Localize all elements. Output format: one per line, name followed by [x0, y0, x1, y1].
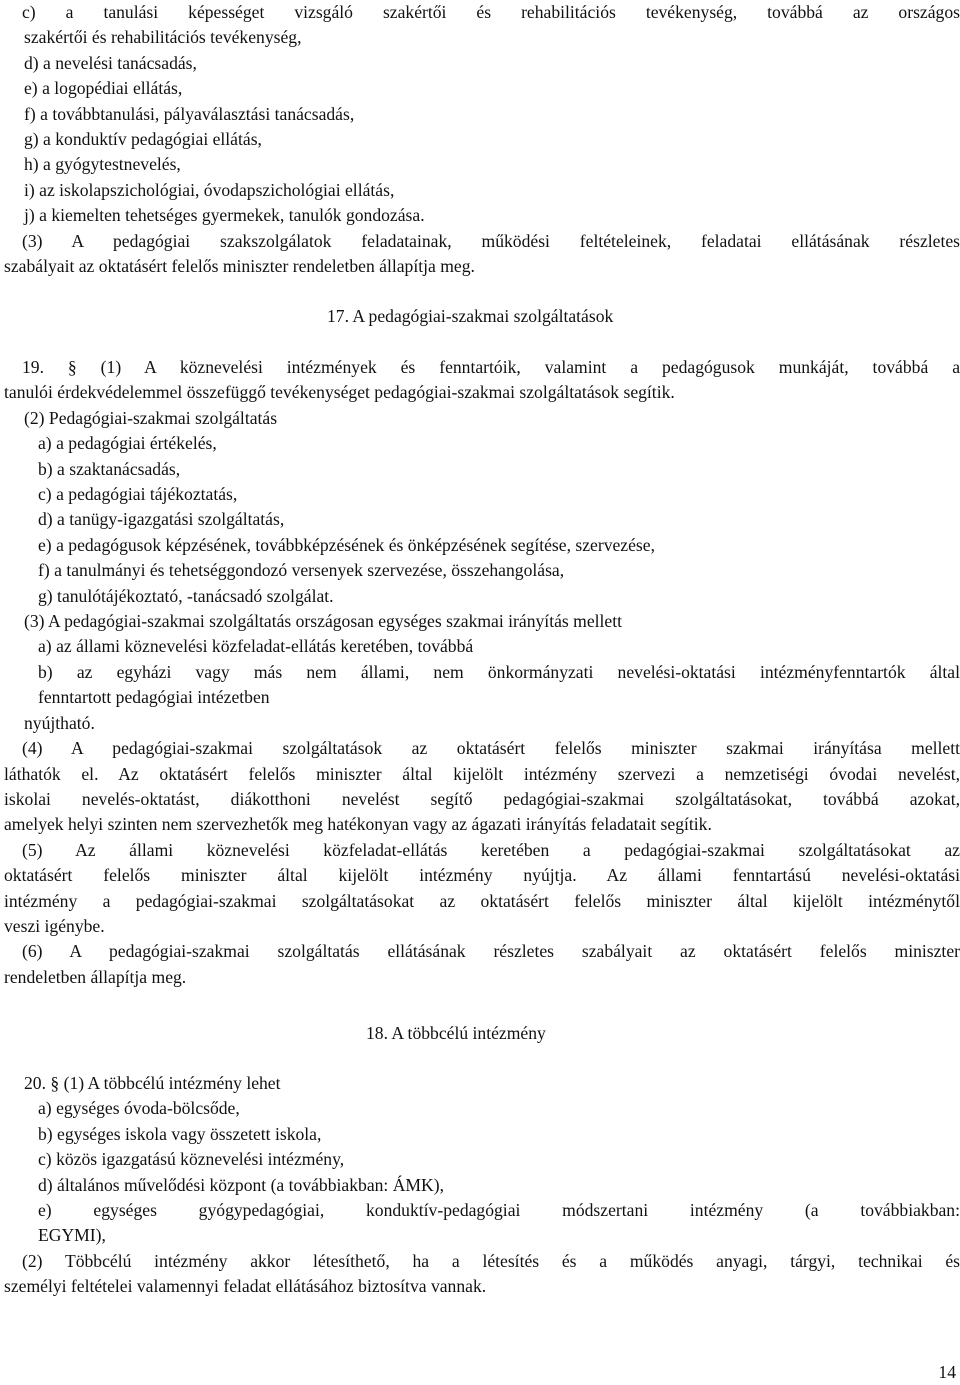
paragraph-line: intézmény a pedagógiai-szakmai szolgáltatásokat az oktatásért felelős miniszter által kijelölt intézménytől: [4, 890, 960, 911]
paragraph-line: (3) A pedagógiai szakszolgálatok feladatainak, működési feltételeinek, feladatai ellátásának részletes: [22, 230, 960, 251]
list-item: b) a szaktanácsadás,: [38, 458, 181, 479]
paragraph-line: iskolai nevelés-oktatást, diákotthoni nevelést segítő pedagógiai-szakmai szolgáltatásokat, továbbá azokat,: [4, 788, 960, 809]
list-item-continuation: fenntartott pedagógiai intézetben: [38, 687, 270, 708]
list-item: c) közös igazgatású köznevelési intézmény,: [38, 1149, 345, 1170]
list-item: a) az állami köznevelési közfeladat-ellátás keretében, továbbá: [38, 636, 474, 657]
section-18-body: [4, 1071, 960, 1300]
paragraph-line: nyújtható.: [24, 712, 95, 733]
page-number: 14: [938, 1362, 956, 1382]
list-item: a) a pedagógiai értékelés,: [38, 433, 217, 454]
list-item: j) a kiemelten tehetséges gyermekek, tanulók gondozása.: [24, 205, 425, 226]
list-item: c) a pedagógiai tájékoztatás,: [38, 484, 238, 505]
list-item: e) a logopédiai ellátás,: [24, 78, 183, 99]
paragraph-line: (2) Többcélú intézmény akkor létesíthető, ha a létesítés és a működés anyagi, tárgyi, technikai és: [22, 1250, 960, 1271]
section-16-tail: [4, 0, 960, 279]
list-item: a) egységes óvoda-bölcsőde,: [38, 1098, 240, 1119]
list-item: e) a pedagógusok képzésének, továbbképzésének és önképzésének segítése, szervezése,: [38, 534, 655, 555]
paragraph-line: rendeletben állapítja meg.: [4, 966, 187, 987]
section-heading: 18. A többcélú intézmény: [366, 1023, 546, 1043]
list-item: h) a gyógytestnevelés,: [24, 154, 181, 175]
paragraph-line: tanulói érdekvédelemmel összefüggő tevékenységet pedagógiai-szakmai szolgáltatások segítik.: [4, 382, 675, 403]
list-item: d) a nevelési tanácsadás,: [24, 52, 197, 73]
paragraph-line: 19. § (1) A köznevelési intézmények és fenntartóik, valamint a pedagógusok munkáját, továbbá a: [22, 357, 960, 377]
paragraph-line: láthatók el. Az oktatásért felelős miniszter által kijelölt intézmény szervezi a nemzetiségi óvodai nevelést,: [4, 763, 960, 784]
paragraph-line: (6) A pedagógiai-szakmai szolgáltatás ellátásának részletes szabályait az oktatásért felelős miniszter: [22, 941, 960, 962]
list-item: d) általános művelődési központ (a továbbiakban: ÁMK),: [38, 1174, 445, 1195]
section-heading: 17. A pedagógiai-szakmai szolgáltatások: [327, 306, 614, 326]
section-17-body: [4, 355, 960, 990]
paragraph-line: (2) Pedagógiai-szakmai szolgáltatás: [24, 407, 278, 428]
paragraph-line: (4) A pedagógiai-szakmai szolgáltatások az oktatásért felelős miniszter szakmai irányítása mellett: [22, 738, 960, 759]
list-item: g) a konduktív pedagógiai ellátás,: [24, 129, 262, 150]
list-item: b) egységes iskola vagy összetett iskola,: [38, 1123, 322, 1144]
list-item: f) a továbbtanulási, pályaválasztási tanácsadás,: [24, 103, 355, 124]
paragraph-line: 20. § (1) A többcélú intézmény lehet: [24, 1073, 281, 1093]
list-item: d) a tanügy-igazgatási szolgáltatás,: [38, 509, 285, 530]
list-item: e) egységes gyógypedagógiai, konduktív-pedagógiai módszertani intézmény (a továbbiakban:: [38, 1200, 960, 1221]
list-item: b) az egyházi vagy más nem állami, nem önkormányzati nevelési-oktatási intézményfenntartók által: [38, 661, 960, 682]
paragraph-line: szabályait az oktatásért felelős miniszter rendeletben állapítja meg.: [4, 256, 475, 277]
paragraph-line: oktatásért felelős miniszter által kijelölt intézmény nyújtja. Az állami fenntartású nevelési-oktatási: [4, 865, 960, 886]
paragraph-line: (3) A pedagógiai-szakmai szolgáltatás országosan egységes szakmai irányítás mellett: [24, 611, 622, 632]
list-item: g) tanulótájékoztató, -tanácsadó szolgálat.: [38, 585, 334, 606]
paragraph-line: amelyek helyi szinten nem szervezhetők meg hatékonyan vagy az ágazati irányítás feladatait segítik.: [4, 814, 712, 835]
list-item: i) az iskolapszichológiai, óvodapszichológiai ellátás,: [24, 179, 395, 200]
list-item: c) a tanulási képességet vizsgáló szakértői és rehabilitációs tevékenység, továbbá az országos: [22, 2, 960, 22]
list-item: f) a tanulmányi és tehetséggondozó versenyek szervezése, összehangolása,: [38, 560, 565, 581]
list-item-continuation: EGYMI),: [38, 1225, 106, 1246]
paragraph-line: veszi igénybe.: [4, 915, 105, 936]
paragraph-line: személyi feltételei valamennyi feladat ellátásához biztosítva vannak.: [4, 1276, 487, 1297]
paragraph-line: (5) Az állami köznevelési közfeladat-ellátás keretében a pedagógiai-szakmai szolgáltatásokat az: [22, 839, 960, 860]
list-item-continuation: szakértői és rehabilitációs tevékenység,: [24, 27, 302, 48]
